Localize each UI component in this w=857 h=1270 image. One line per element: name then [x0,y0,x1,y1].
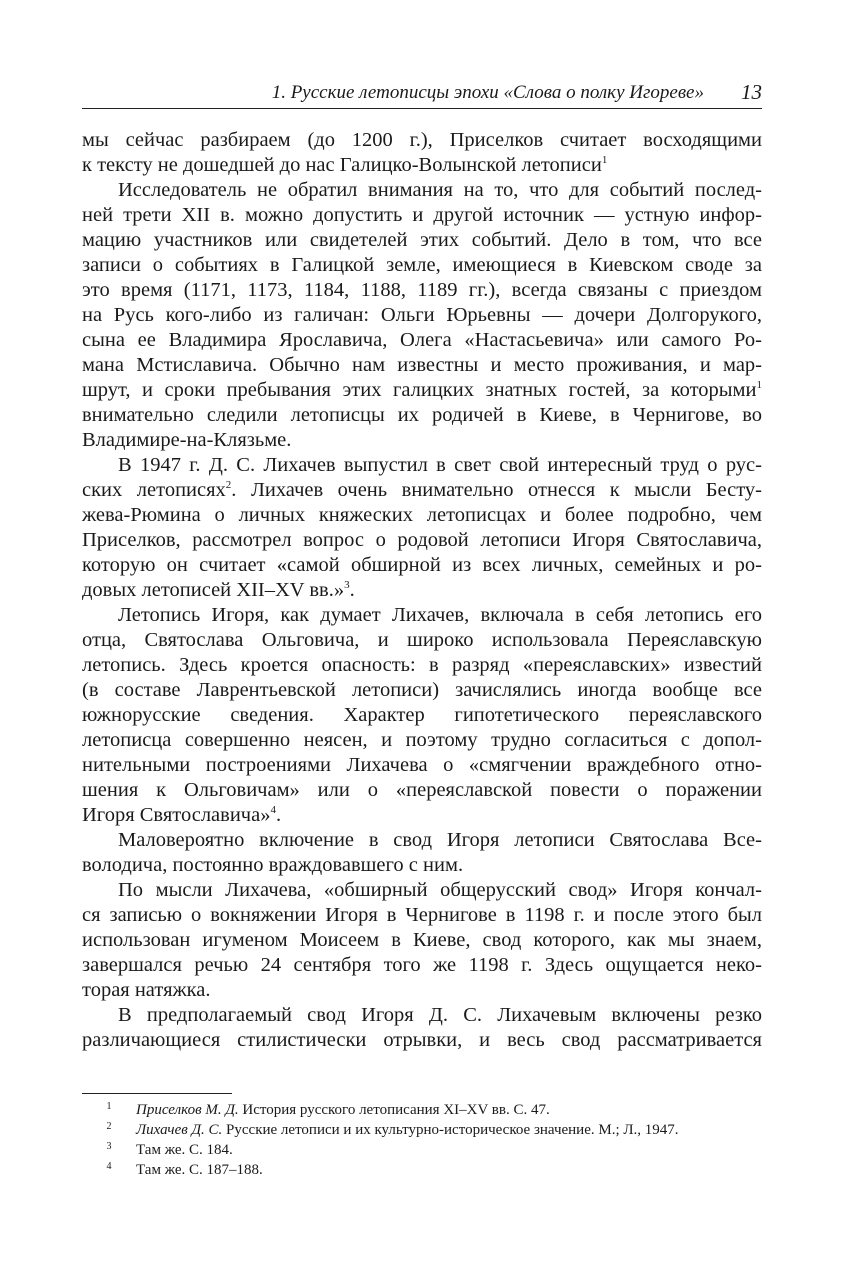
line-text: завершался речью 24 сентября того же 1198 г. Здесь ощущается неко- [82,954,762,976]
line-text: Игоря Святославича» [82,804,271,826]
footnote-ref: 1 [601,154,608,167]
line-text-after: . Лихачев очень внимательно отнесся к мысли Бесту- [231,479,762,501]
text-line [82,753,762,778]
line-text: шения к Ольговичам» или о «переяславской повести о поражении [82,779,762,801]
footnote-number: 3 [106,1141,112,1152]
footnote-text: Русские летописи и их культурно-историческое значение. М.; Л., 1947. [226,1122,679,1138]
running-header [82,80,762,109]
text-line [82,628,762,653]
text-line [82,253,762,278]
line-text: различающиеся стилистически отрывки, и весь свод рассматривается [82,1029,762,1051]
text-line [82,203,762,228]
text-line [82,378,762,403]
footnote [82,1140,782,1160]
line-text: ских летописях [82,479,226,501]
footnote-number: 4 [106,1161,112,1172]
line-text-after: . [349,579,355,601]
page-number: 13 [741,80,762,104]
text-line [82,503,762,528]
text-line [82,903,762,928]
footnote-author: Лихачев Д. С. [136,1122,223,1138]
line-text: Исследователь не обратил внимания на то, что для событий послед- [118,179,762,201]
footnote [82,1160,782,1180]
text-line [82,453,762,478]
text-line [82,928,762,953]
line-text: (в составе Лаврентьевской летописи) зачислялись иногда вообще все [82,679,762,701]
footnote-ref: 4 [270,804,276,817]
text-line [82,128,762,153]
line-text: шрут, и сроки пребывания этих галицких знатных гостей, за которыми [82,379,757,401]
footnote-author: Приселков М. Д. [136,1102,239,1118]
line-text: Летопись Игоря, как думает Лихачев, включала в себя летопись его [118,604,762,626]
text-line [82,1003,762,1028]
line-text: В 1947 г. Д. С. Лихачев выпустил в свет свой интересный труд о рус- [118,454,762,476]
footnote-number: 1 [106,1101,112,1112]
line-text: Маловероятно включение в свод Игоря летописи Святослава Все- [118,829,762,851]
text-line [82,828,762,853]
line-text-after: . [275,804,282,826]
text-line [82,878,762,903]
running-title: 1. Русские летописцы эпохи «Слова о полку Игореве» [271,82,704,103]
line-text: южнорусские сведения. Характер гипотетического переяславского [82,704,762,726]
footnote-divider [82,1093,232,1094]
text-line [82,328,762,353]
text-line [82,353,762,378]
text-line [82,278,762,303]
line-text: мы сейчас разбираем (до 1200 г.), Приселков считает восходящими [82,129,762,151]
text-line [82,553,762,578]
text-line [82,803,762,828]
footnote-ref: 2 [225,479,232,492]
text-line [82,578,762,603]
main-text [82,128,762,1053]
line-text: использован игуменом Моисеем в Киеве, свод которого, как мы знаем, [82,929,762,951]
text-line [82,1028,762,1053]
line-text: на Русь кого-либо из галичан: Ольги Юрьевны — дочери Долгорукого, [82,304,762,326]
line-text: к тексту не дошедшей до нас Галицко-Волынской летописи [82,154,602,176]
line-text: мацию участников или свидетелей этих событий. Дело в том, что все [82,229,762,251]
line-text: нительными построениями Лихачева о «смягчении враждебного отно- [82,754,762,776]
footnote-ref: 3 [344,579,350,592]
line-text: записи о событиях в Галицкой земле, имеющиеся в Киевском своде за [82,254,762,276]
line-text: довых летописей XII–XV вв.» [82,579,345,601]
footnote [82,1120,782,1140]
text-line [82,403,762,428]
line-text: ся записью о вокняжении Игоря в Чернигове в 1198 г. и после этого был [82,904,762,926]
line-text: летопись. Здесь кроется опасность: в разряд «переяславских» известий [82,654,762,676]
text-line [82,153,762,178]
line-text: Владимире-на-Клязьме. [82,429,292,451]
text-line [82,603,762,628]
text-line [82,853,762,878]
line-text: которую он считает «самой обширной из всех личных, семейных и ро- [82,554,762,576]
text-line [82,478,762,503]
text-line [82,528,762,553]
text-line [82,228,762,253]
line-text: Приселков, рассмотрел вопрос о родовой летописи Игоря Святославича, [82,529,762,551]
line-text: жева-Рюмина о личных княжеских летописцах и более подробно, чем [82,504,762,526]
line-text: ней трети XII в. можно допустить и другой источник — устную инфор- [82,204,762,226]
line-text: торая натяжка. [82,979,211,1001]
footnote-text: Там же. С. 184. [136,1142,233,1158]
line-text: По мысли Лихачева, «обширный общерусский свод» Игоря кончал- [118,879,762,901]
text-line [82,178,762,203]
footnote-text: История русского летописания XI–XV вв. С. 47. [242,1102,550,1118]
text-line [82,778,762,803]
footnote-ref: 1 [756,379,762,392]
line-text: володича, постоянно враждовавшего с ним. [82,854,464,876]
text-line [82,978,762,1003]
line-text: внимательно следили летописцы их родичей в Киеве, в Чернигове, во [82,404,762,426]
text-line [82,703,762,728]
footnote-number: 2 [106,1121,112,1132]
text-line [82,678,762,703]
text-line [82,953,762,978]
line-text: летописца совершенно неясен, и поэтому трудно согласиться с допол- [82,729,762,751]
text-line [82,728,762,753]
line-text: В предполагаемый свод Игоря Д. С. Лихачевым включены резко [118,1004,762,1026]
footnotes [82,1100,782,1180]
line-text: сына ее Владимира Ярославича, Олега «Настасьевича» или самого Ро- [82,329,762,351]
line-text: мана Мстиславича. Обычно нам известны и место проживания, и мар- [82,354,762,376]
text-line [82,428,762,453]
line-text: это время (1171, 1173, 1184, 1188, 1189 гг.), всегда связаны с приездом [82,279,762,301]
text-line [82,303,762,328]
footnote-text: Там же. С. 187–188. [136,1162,263,1178]
text-line [82,653,762,678]
footnote [82,1100,782,1120]
line-text: отца, Святослава Ольговича, и широко использовала Переяславскую [82,629,762,651]
